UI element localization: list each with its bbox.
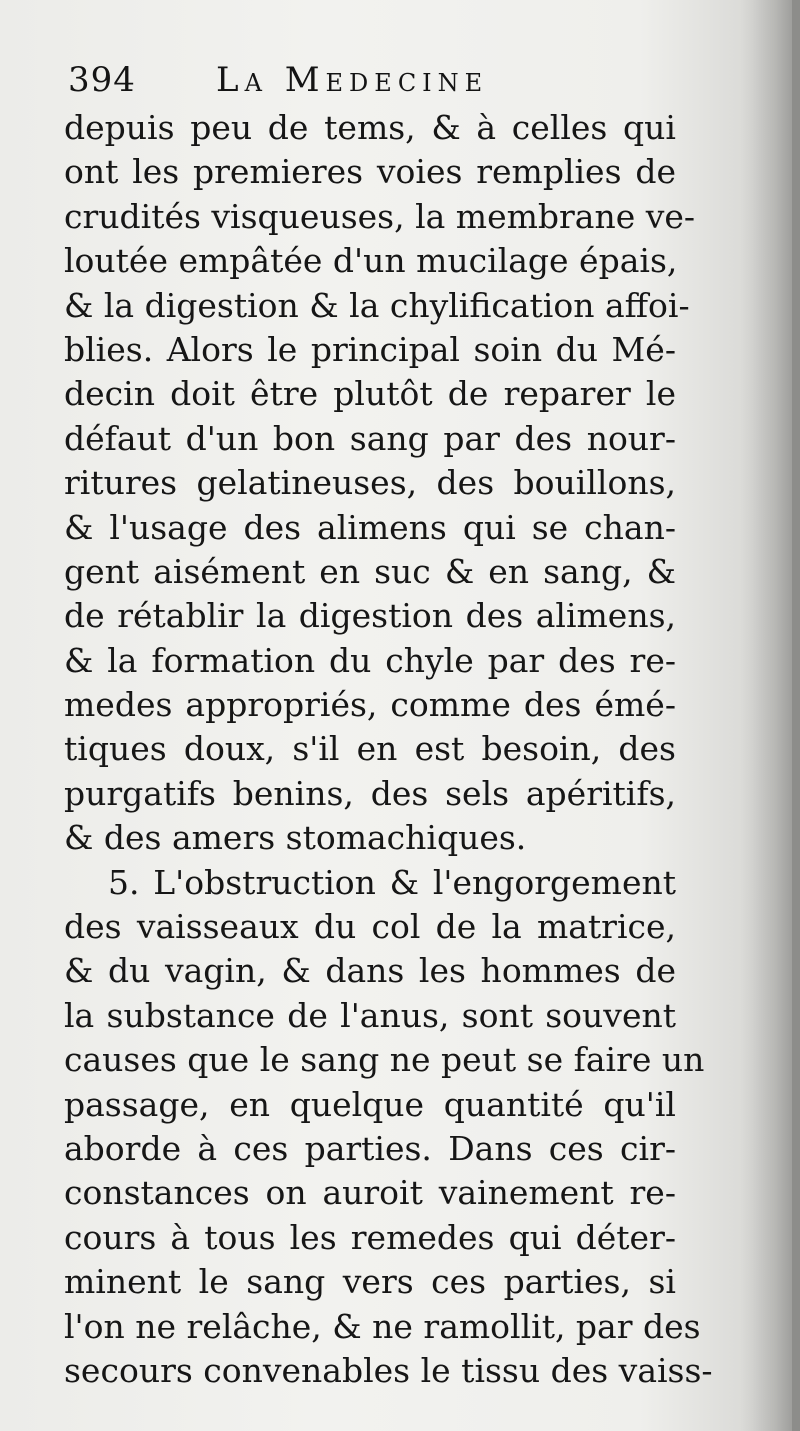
text-line: gent aisément en suc & en sang, & <box>64 551 676 591</box>
page-header <box>68 56 688 106</box>
running-title: La Medecine <box>216 60 489 100</box>
text-line: cours à tous les remedes qui déter- <box>64 1217 676 1257</box>
text-line: depuis peu de tems, & à celles qui <box>64 108 676 147</box>
text-line: constances on auroit vainement re- <box>64 1173 676 1213</box>
body-text <box>64 106 713 1393</box>
text-line: tiques doux, s'il en est besoin, des <box>64 729 676 769</box>
text-line: medes appropriés, comme des émé- <box>64 685 676 725</box>
text-line: défaut d'un bon sang par des nour- <box>64 418 676 458</box>
text-line: minent le sang vers ces parties, si <box>64 1262 676 1302</box>
text-line: blies. Alors le principal soin du Mé- <box>64 329 676 369</box>
text-line: & des amers stomachiques. <box>64 818 527 858</box>
text-line: l'on ne relâche, & ne ramollit, par des <box>64 1306 701 1346</box>
text-line: de rétablir la digestion des alimens, <box>64 596 676 636</box>
text-line: & du vagin, & dans les hommes de <box>64 951 676 991</box>
text-line: crudités visqueuses, la membrane ve- <box>64 196 696 236</box>
page-edge <box>792 0 800 1431</box>
text-line: & la digestion & la chylification affoi- <box>64 285 690 325</box>
text-line: passage, en quelque quantité qu'il <box>64 1084 676 1124</box>
text-line: la substance de l'anus, sont souvent <box>64 995 676 1035</box>
text-line: loutée empâtée d'un mucilage épais, <box>64 241 678 281</box>
page-number: 394 <box>68 60 136 100</box>
page-edge-shadow <box>740 0 800 1431</box>
text-line: ritures gelatineuses, des bouillons, <box>64 463 676 503</box>
text-line: & la formation du chyle par des re- <box>64 640 676 680</box>
text-line: aborde à ces parties. Dans ces cir- <box>64 1128 676 1168</box>
text-line: causes que le sang ne peut se faire un <box>64 1040 705 1080</box>
text-line: 5. L'obstruction & l'engorgement <box>108 862 676 902</box>
text-line: decin doit être plutôt de reparer le <box>64 374 676 414</box>
text-line: secours convenables le tissu des vaiss- <box>64 1350 713 1390</box>
text-line: des vaisseaux du col de la matrice, <box>64 907 676 947</box>
text-line: ont les premieres voies remplies de <box>64 152 676 192</box>
text-line: purgatifs benins, des sels apéritifs, <box>64 773 676 813</box>
text-line: & l'usage des alimens qui se chan- <box>64 507 676 547</box>
